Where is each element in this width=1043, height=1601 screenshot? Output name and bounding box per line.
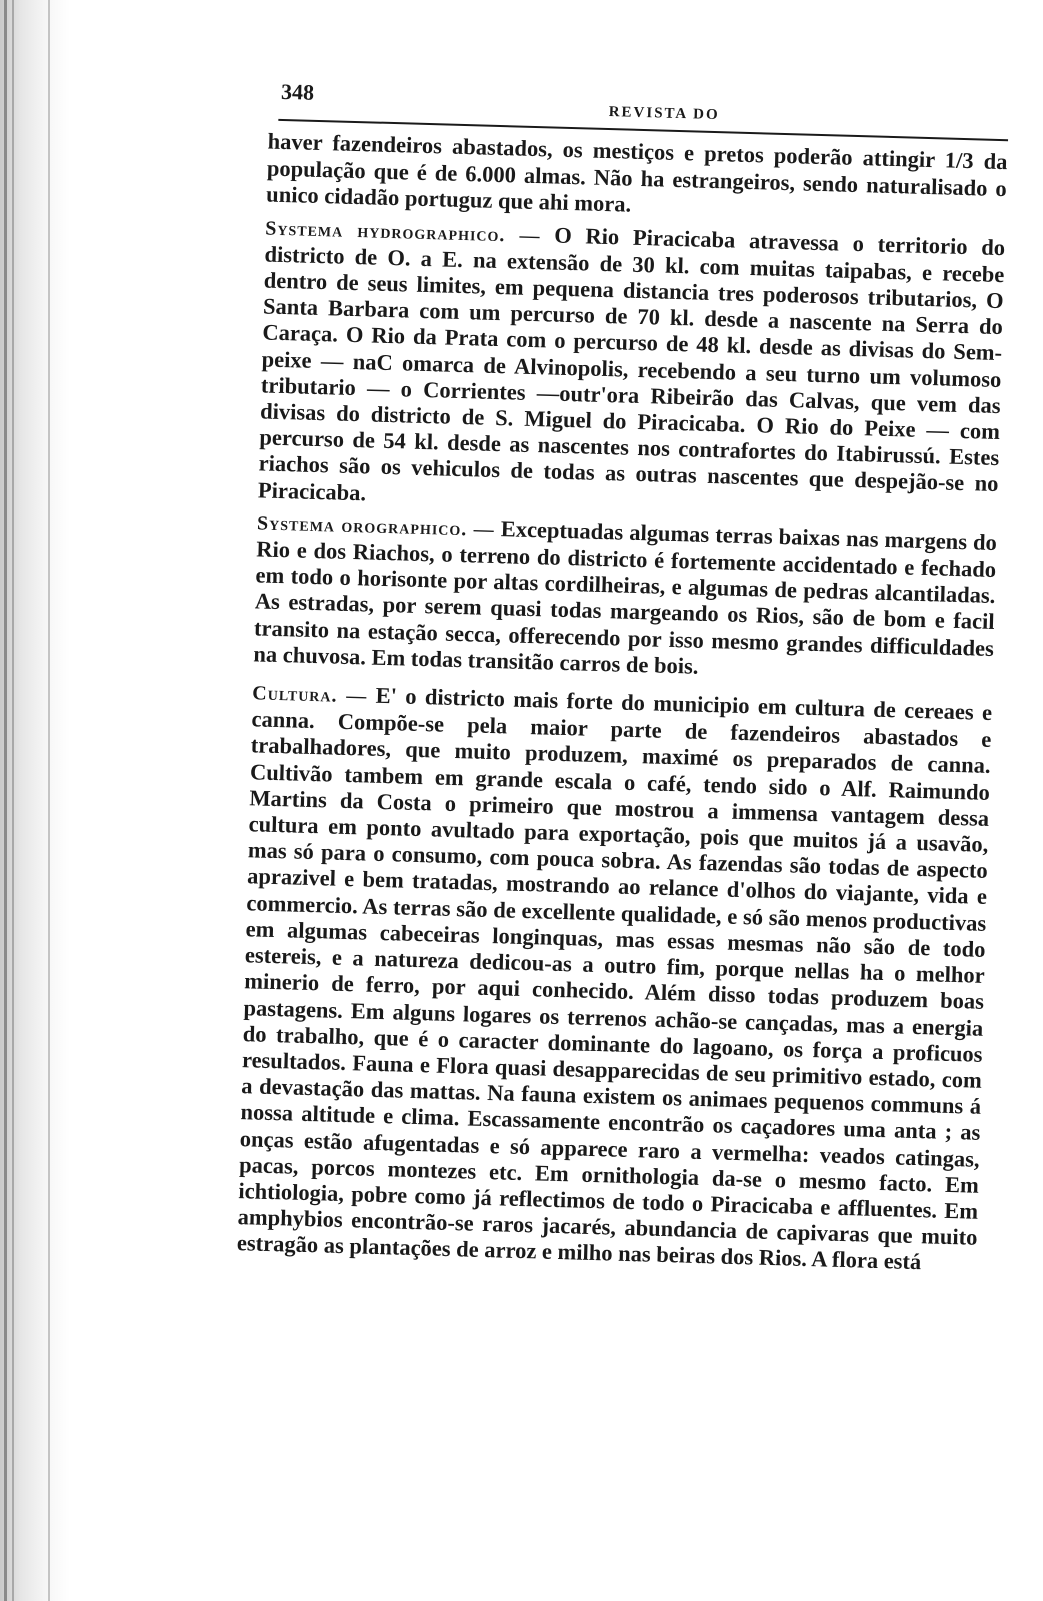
body-text — [217, 128, 1018, 1278]
binding-shadow — [0, 0, 70, 1601]
paragraph-hydrographic-system — [258, 214, 1006, 524]
paragraph-text: E' o districto mais forte do municipio em cultura de cereaes e canna. Compõe-se pela maior parte de fazendeiros abastados e trabalhadores, que muito produzem, maximé os preparados de canna. Cultivão tambem em grande escala o café, tendo sido o Alf. Raimundo Martins da Costa o primeiro que mostrou a immensa vantagem dessa cultura em ponto avultado para exportação, pois que muitos já a usavão, mas só para o consumo, com pouca sobra. As fazendas são todas de aspecto aprazivel e bem tratadas, mostrando ao relance d'olhos do viajante, vida e commercio. As terras são de excellente qualidade, e só são menos productivas em algumas cabeceiras longinquas, mas essas mesmas não são de todo estereis, e a natureza dedicou-as a outro fim, porque nellas ha o melhor minerio de ferro, por aqui conhecido. Além disso todas produzem boas pastagens. Em alguns logares os terrenos achão-se cançadas, mas a energia do trabalho, que é o caracter dominante do lagoano, os força a proficuos resultados. Fauna e Flora quasi desapparecidas de seu primitivo estado, com a devastação das mattas. Na fauna existem os animaes pequenos communs á nossa altitude e clima. Escassamente encontrão os caçadores uma anta ; as onças estão afugentadas e só apparece raro a vermelha: veados catingas, pacas, porcos montezes etc. Em ornithologia da-se o mesmo facto. Em ichtiologia, pobre como já reflectimos de todo o Piracicaba e affluentes. Em amphybios encontrão-se raros jacarés, abundancia de capivaras que muito estragão as plantações de arroz e milho nas beiras dos Rios. A flora está — [236, 682, 993, 1275]
running-title: REVISTA DO — [608, 104, 720, 124]
running-head — [248, 60, 1019, 135]
paragraph-text: haver fazendeiros abastados, os mestiços e pretos poderão attingir 1/3 da população que é de 6.000 almas. Não ha estrangeiros, sendo naturalisado o unico cidadão portuguz que ahi mora. — [265, 128, 1008, 218]
paragraph-text: O Rio Piracicaba atravessa o territorio do districto de O. a E. na extensão de 30 kl. com muitas taipabas, e recebe dentro de seus limites, em pequena distancia tres poderosos tributarios, O Santa Barbara com um percurso de 70 kl. desde a nascente na Serra do Caraça. O Rio da Prata com o percurso de 48 kl. desde as divisas do Sem-peixe — naC omarca de Alvinopolis, recebendo a seu turno um volumoso tributario — o Corrientes —outr'ora Ribeirão das Calvas, que vem das divisas do districto de S. Miguel do Piracicaba. O Rio do Peixe — com percurso de 54 kl. desde as nascentes nos contrafortes do Itabirussú. Estes riachos são os vehiculos de todas as outras nascentes que despejão-se no Piracicaba. — [257, 221, 1006, 506]
paragraph-culture — [237, 679, 993, 1277]
binding-line — [4, 0, 7, 1601]
binding-line — [48, 0, 50, 1601]
page-number: 348 — [280, 78, 315, 105]
paragraph-orographic-system — [253, 509, 997, 688]
paragraph-heading: Cultura. — — [252, 682, 368, 708]
paragraph-heading: Systema orographico. — — [256, 512, 496, 541]
paragraph-population — [266, 129, 1008, 229]
book-page — [217, 60, 1020, 1278]
paragraph-heading: Systema hydrographico. — — [265, 217, 541, 247]
paragraph-text: Exceptuadas algumas terras baixas nas margens do Rio e dos Riachos, o terreno do districto é fortemente accidentado e fechado em todo o horisonte por altas cordilheiras, e algumas de pedras alcantiladas. As estradas, por serem quasi todas margeando os Rios, são de bom e facil transito na estação secca, offerecendo por isso mesmo grandes difficuldades na chuvosa. Em todas transitão carros de bois. — [253, 515, 998, 679]
binding-line — [12, 0, 14, 1601]
